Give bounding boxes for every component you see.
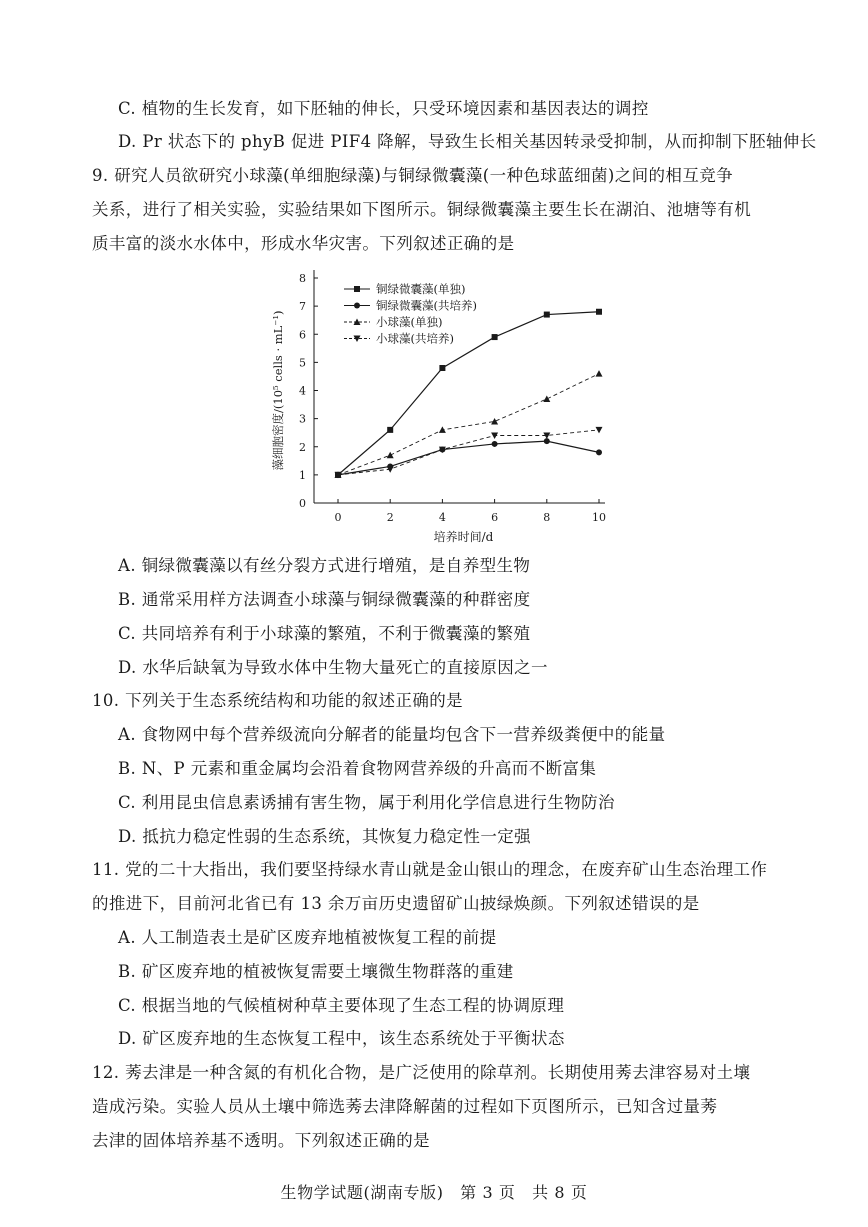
data-point	[492, 334, 498, 340]
data-point	[354, 303, 360, 309]
chart-series	[335, 309, 603, 479]
series-line	[338, 374, 599, 475]
option-11b: B. 矿区废弃地的植被恢复需要土壤微生物群落的重建	[118, 962, 514, 981]
data-point	[596, 309, 602, 315]
option-11c: C. 根据当地的气候植树种草主要体现了生态工程的协调原理	[118, 996, 565, 1015]
question-11-stem-cont: 的推进下，目前河北省已有 13 余万亩历史遗留矿山披绿焕颜。下列叙述错误的是	[92, 894, 700, 913]
data-point	[596, 449, 602, 455]
y-tick-label: 0	[299, 497, 306, 510]
x-tick-label: 10	[592, 511, 606, 524]
data-point	[439, 426, 446, 433]
option-8c: C. 植物的生长发育，如下胚轴的伸长，只受环境因素和基因表达的调控	[118, 99, 649, 118]
option-8d: D. Pr 状态下的 phyB 促进 PIF4 降解，导致生长相关基因转录受抑制，从而抑制下胚轴伸长	[118, 132, 817, 151]
question-9-stem: 9. 研究人员欲研究小球藻(单细胞绿藻)与铜绿微囊藻(一种色球蓝细菌)之间的相互竞争	[92, 166, 734, 185]
data-point	[544, 312, 550, 318]
option-11d: D. 矿区废弃地的生态恢复工程中，该生态系统处于平衡状态	[118, 1029, 565, 1048]
question-11-stem: 11. 党的二十大指出，我们要坚持绿水青山就是金山银山的理念，在废弃矿山生态治理工作	[92, 860, 768, 879]
option-10c: C. 利用昆虫信息素诱捕有害生物，属于利用化学信息进行生物防治	[118, 793, 615, 812]
page-footer: 生物学试题(湖南专版) 第 3 页 共 8 页	[280, 1183, 588, 1202]
data-point	[596, 427, 603, 434]
option-9a: A. 铜绿微囊藻以有丝分裂方式进行增殖，是自养型生物	[118, 556, 531, 575]
y-tick-label: 4	[299, 384, 306, 398]
data-point	[387, 452, 394, 459]
y-tick-label: 3	[299, 412, 306, 426]
chart-legend	[344, 282, 477, 346]
option-9c: C. 共同培养有利于小球藻的繁殖，不利于微囊藻的繁殖	[118, 624, 531, 643]
y-tick-label: 7	[299, 300, 306, 314]
x-axis-label: 培养时间/d	[433, 530, 494, 544]
option-10b: B. N、P 元素和重金属均会沿着食物网营养级的升高而不断富集	[118, 759, 597, 778]
series-line	[338, 441, 599, 475]
question-10-stem: 10. 下列关于生态系统结构和功能的叙述正确的是	[92, 691, 464, 710]
y-axis-label: 藻细胞密度/(10⁵ cells · mL⁻¹)	[271, 310, 285, 471]
data-point	[492, 441, 498, 447]
series-4	[335, 427, 603, 479]
legend-label: 铜绿微囊藻(共培养)	[376, 298, 477, 313]
data-point	[387, 427, 393, 433]
x-tick-label: 6	[491, 511, 499, 524]
data-point	[354, 286, 360, 292]
y-tick-label: 1	[299, 468, 306, 482]
question-9-stem-cont: 质丰富的淡水水体中，形成水华灾害。下列叙述正确的是	[92, 234, 515, 253]
question-12-stem: 12. 莠去津是一种含氮的有机化合物，是广泛使用的除草剂。长期使用莠去津容易对土壤	[92, 1063, 751, 1082]
x-tick-label: 0	[334, 511, 342, 524]
data-point	[491, 418, 498, 425]
legend-label: 小球藻(单独)	[376, 315, 443, 329]
x-tick-label: 4	[438, 511, 446, 524]
data-point	[543, 395, 550, 402]
question-12-stem-cont: 造成污染。实验人员从土壤中筛选莠去津降解菌的过程如下页图所示，已知含过量莠	[92, 1097, 718, 1116]
y-tick-label: 2	[299, 440, 306, 454]
series-3	[335, 370, 603, 478]
data-point	[596, 370, 603, 377]
legend-label: 铜绿微囊藻(单独)	[376, 282, 466, 296]
option-9d: D. 水华后缺氧为导致水体中生物大量死亡的直接原因之一	[118, 658, 548, 677]
option-10d: D. 抵抗力稳定性弱的生态系统，其恢复力稳定性一定强	[118, 827, 532, 846]
question-12-stem-cont: 去津的固体培养基不透明。下列叙述正确的是	[92, 1131, 430, 1150]
data-point	[439, 365, 445, 371]
y-tick-label: 6	[299, 328, 306, 342]
option-9b: B. 通常采用样方法调查小球藻与铜绿微囊藻的种群密度	[118, 590, 531, 609]
legend-label: 小球藻(共培养)	[376, 331, 454, 346]
option-10a: A. 食物网中每个营养级流向分解者的能量均包含下一营养级粪便中的能量	[118, 725, 666, 744]
option-11a: A. 人工制造表土是矿区废弃地植被恢复工程的前提	[118, 928, 497, 947]
x-tick-label: 8	[543, 511, 551, 524]
x-tick-label: 2	[386, 511, 394, 524]
y-tick-label: 8	[299, 272, 306, 285]
y-tick-label: 5	[299, 356, 306, 370]
question-9-stem-cont: 关系，进行了相关实验，实验结果如下图所示。铜绿微囊藻主要生长在湖泊、池塘等有机	[92, 200, 752, 219]
series-2	[335, 438, 602, 478]
algae-density-chart	[262, 258, 622, 548]
data-point	[544, 438, 550, 444]
